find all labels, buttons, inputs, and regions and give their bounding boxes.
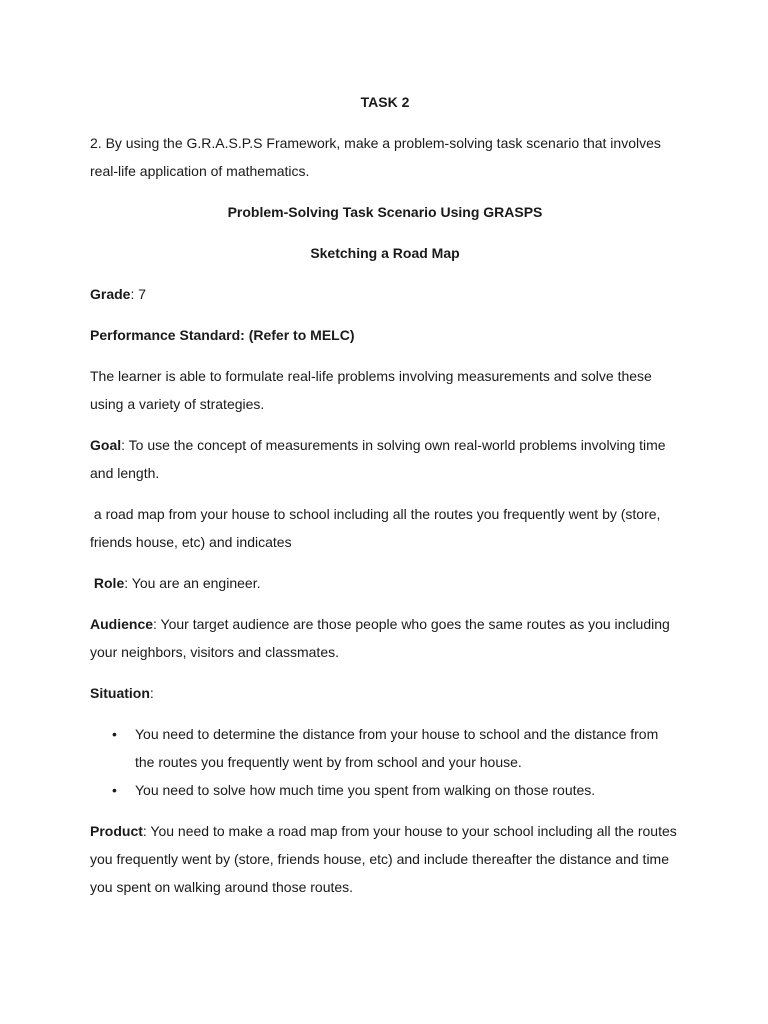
- audience-label: Audience: [90, 616, 154, 632]
- task-title: TASK 2: [360, 94, 410, 110]
- situation-bullet-list: [90, 720, 680, 804]
- goal-line: [90, 431, 680, 487]
- situation-label: Situation: [90, 685, 150, 701]
- situation-line: [90, 679, 680, 707]
- role-line: [90, 569, 680, 597]
- situation-bullet-text: You need to solve how much time you spent from walking on those routes.: [135, 782, 596, 798]
- list-item: [90, 720, 680, 776]
- goal-value: : To use the concept of measurements in solving own real-world problems involving time and length.: [90, 437, 666, 481]
- list-item: [90, 776, 680, 804]
- road-map-note: a road map from your house to school including all the routes you frequently went by (store, friends house, etc) and indicates: [90, 506, 665, 550]
- scenario-heading: Problem-Solving Task Scenario Using GRASPS: [227, 204, 543, 220]
- product-line: [90, 817, 680, 901]
- audience-value: : Your target audience are those people who goes the same routes as you including your neighbors, visitors and classmates.: [90, 616, 670, 660]
- situation-value: :: [149, 685, 154, 701]
- grade-label: Grade: [90, 286, 131, 302]
- goal-label: Goal: [90, 437, 122, 453]
- scenario-title: Sketching a Road Map: [310, 245, 460, 261]
- instruction-text: 2. By using the G.R.A.S.P.S Framework, make a problem-solving task scenario that involves real-life application of mathematics.: [90, 135, 661, 179]
- performance-standard-heading: Performance Standard: (Refer to MELC): [90, 327, 355, 343]
- situation-bullet-text: You need to determine the distance from your house to school and the distance from the routes you frequently went by from school and your house.: [135, 726, 659, 770]
- bullet-icon: •: [112, 782, 117, 798]
- grade-line: [90, 280, 680, 308]
- bullet-icon: •: [112, 726, 117, 742]
- performance-standard-label: [90, 321, 680, 349]
- audience-line: [90, 610, 680, 666]
- product-value: : You need to make a road map from your house to your school including all the routes you frequently went by (store, friends house, etc) and include thereafter the distance and time you spent on walking around those routes.: [90, 823, 677, 895]
- grade-value: : 7: [130, 286, 147, 302]
- performance-standard-text: The learner is able to formulate real-life problems involving measurements and solve these using a variety of strategies.: [90, 368, 652, 412]
- document-body: [90, 88, 680, 901]
- role-label: Role: [90, 575, 125, 591]
- role-value: : You are an engineer.: [124, 575, 261, 591]
- product-label: Product: [90, 823, 143, 839]
